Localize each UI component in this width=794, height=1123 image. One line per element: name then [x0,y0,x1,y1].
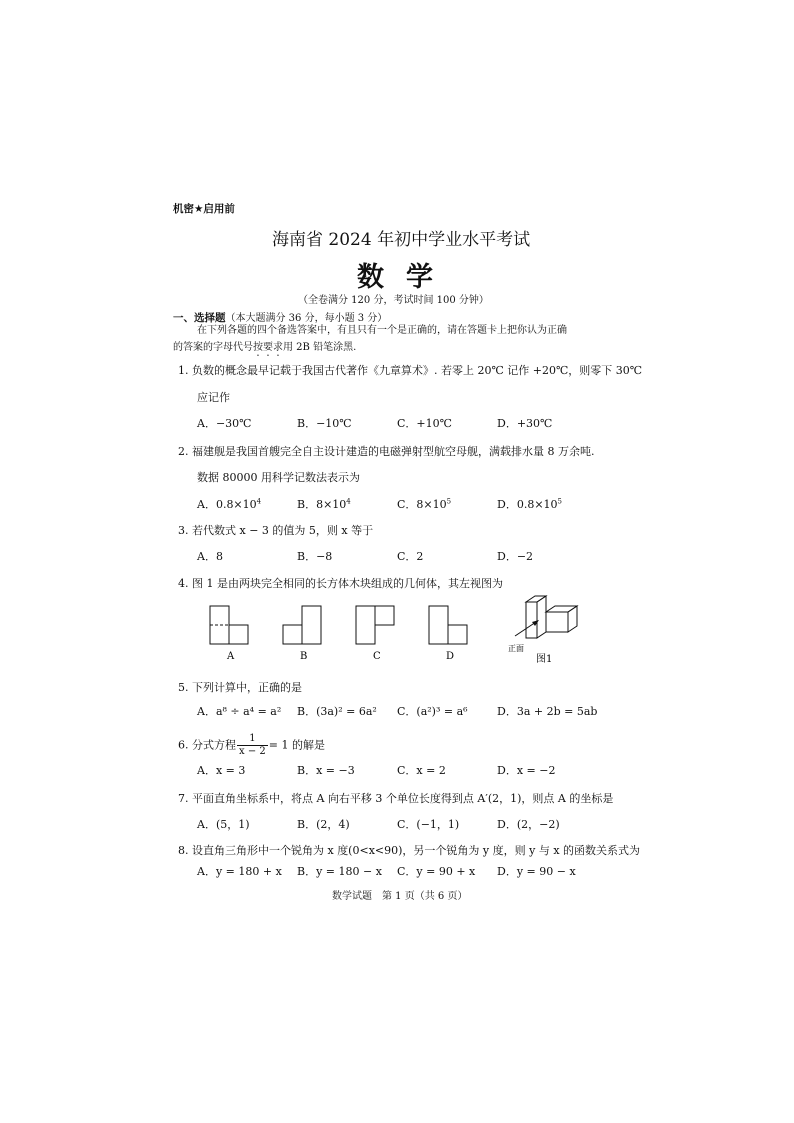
q6-option-b: B．x = −3 [297,764,355,777]
q1-option-b: B．−10℃ [297,417,352,430]
q7-option-b: B．(2，4) [297,818,350,831]
q5-option-b: B．(3a)² = 6a² [297,705,377,718]
instruction-text: 用 2B 铅笔涂黑. [283,342,357,353]
figure-caption: 图1 [536,654,553,665]
question-text: = 1 的解是 [268,738,325,752]
question-4-line1: 4. 图 1 是由两块完全相同的长方体木块组成的几何体，其左视图为 [178,577,503,590]
q5-option-c: C．(a²)³ = a⁶ [397,705,468,718]
question-1-line1: 1. 负数的概念最早记载于我国古代著作《九章算术》. 若零上 20℃ 记作 +20℃，则零下 30℃ [178,364,643,377]
option-text: D．0.8×10 [497,498,558,511]
section-heading-note: （本大题满分 36 分，每小题 3 分） [225,313,388,324]
question-text: 6. 分式方程 [178,738,236,752]
q1-option-d: D．+30℃ [497,417,553,430]
q8-option-b: B．y = 180 − x [297,865,382,878]
page-footer: 数学试题 第 1 页（共 6 页） [332,891,468,902]
exam-info: （全卷满分 120 分，考试时间 100 分钟） [298,295,489,306]
q8-option-c: C．y = 90 + x [397,865,476,878]
figure-label-a: A [227,651,235,662]
exponent: 4 [346,497,351,506]
subject-title: 数学 [357,262,455,293]
option-text: C．8×10 [397,498,447,511]
question-1-line2: 应记作 [197,391,230,404]
q8-option-d: D．y = 90 − x [497,865,576,878]
figure-1-solid [526,596,577,638]
q3-option-c: C．2 [397,550,424,563]
q5-option-d: D．3a + 2b = 5ab [497,705,598,718]
q2-option-a [197,496,261,512]
instruction-emphasis: 按要求 [253,342,283,353]
fraction-numerator: 1 [237,733,268,746]
q6-option-a: A．x = 3 [197,764,246,777]
confidential-label: 机密★启用前 [173,203,235,215]
q6-option-d: D．x = −2 [497,764,556,777]
exam-title: 海南省 2024 年初中学业水平考试 [272,230,531,250]
exponent: 5 [446,497,452,506]
q7-option-c: C．(−1，1) [397,818,460,831]
option-d-view-figure [429,606,467,644]
option-text: B．8×10 [297,498,347,511]
q7-option-d: D．(2，−2) [497,818,560,831]
option-text: A．0.8×10 [197,498,257,511]
q2-option-d [497,496,562,512]
exponent: 5 [557,497,562,506]
front-label: 正面 [508,644,524,653]
option-c-view-figure [356,606,394,644]
figure-label-b: B [300,651,308,662]
q2-option-c [397,496,451,512]
fraction-denominator: x − 2 [239,746,266,757]
q3-option-a: A．8 [197,550,223,563]
option-b-view-figure [283,606,321,644]
figure-label-c: C [373,651,381,662]
section-heading: 一、选择题 [173,312,226,324]
q5-option-a: A．a⁸ ÷ a⁴ = a² [197,705,282,718]
q3-option-b: B．−8 [297,550,333,563]
instruction-text: 的答案的字母代号 [173,342,253,353]
q8-option-a: A．y = 180 + x [197,865,282,878]
question-2-line1: 2. 福建舰是我国首艘完全自主设计建造的电磁弹射型航空母舰，满载排水量 8 万余吨. [178,445,595,458]
front-arrow [515,620,539,636]
q7-option-a: A．(5，1) [197,818,250,831]
question-8-line1: 8. 设直角三角形中一个锐角为 x 度(0<x<90)，另一个锐角为 y 度，则 y 与 x 的函数关系式为 [178,844,641,857]
question-5-line1: 5. 下列计算中，正确的是 [178,681,302,694]
instruction-line2 [173,338,356,359]
fraction [237,733,268,758]
question-4-figures [190,592,590,672]
q1-option-c: C．+10℃ [397,417,452,430]
instruction-line1: 在下列各题的四个备选答案中，有且只有一个是正确的，请在答题卡上把你认为正确 [197,325,567,336]
question-6-line1 [178,733,325,758]
figure-label-d: D [446,651,455,662]
q1-option-a: A．−30℃ [197,417,252,430]
question-7-line1: 7. 平面直角坐标系中，将点 A 向右平移 3 个单位长度得到点 A′(2，1)，则点 A 的坐标是 [178,792,614,805]
option-a-view-figure [210,606,248,644]
q2-option-b [297,496,351,512]
exponent: 4 [256,497,262,506]
question-2-line2: 数据 80000 用科学记数法表示为 [197,471,360,484]
q6-option-c: C．x = 2 [397,764,446,777]
question-3-line1: 3. 若代数式 x − 3 的值为 5，则 x 等于 [178,524,374,537]
q3-option-d: D．−2 [497,550,534,563]
